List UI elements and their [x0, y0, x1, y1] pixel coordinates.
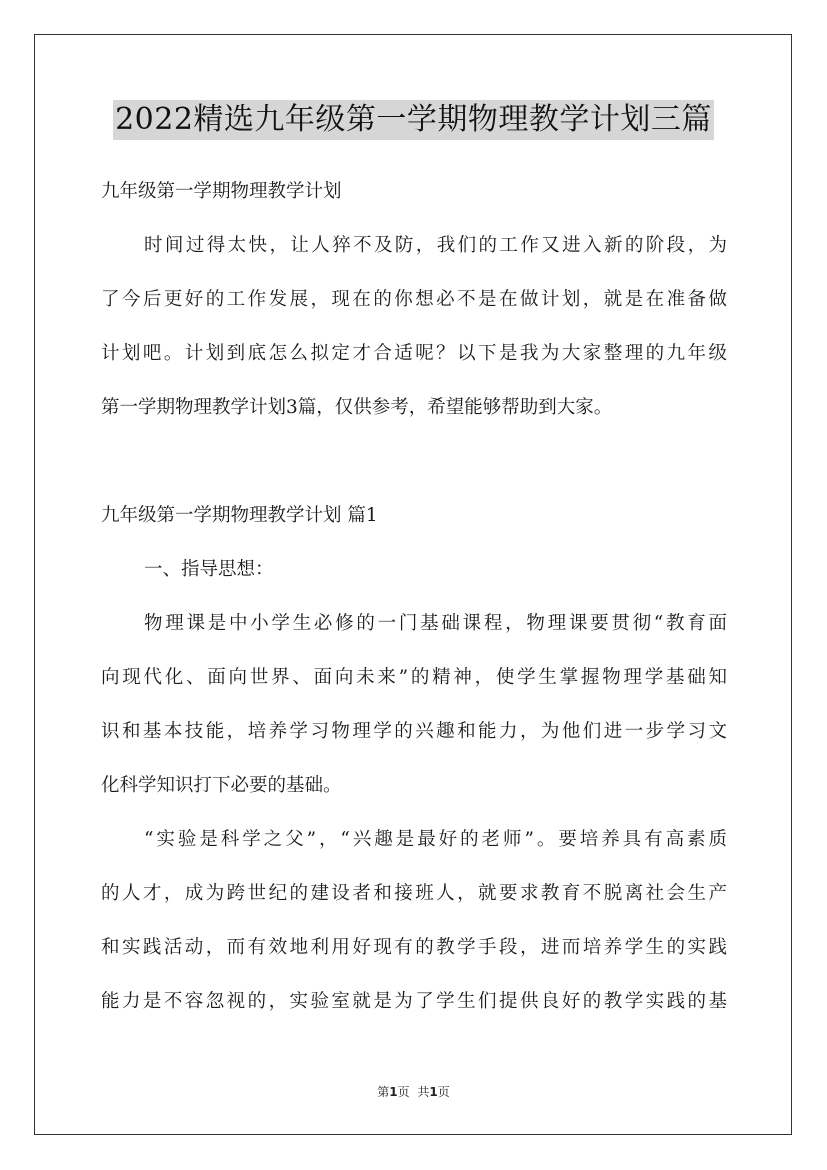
paragraph-line: 化科学知识打下必要的基础。: [101, 775, 342, 796]
paragraph-line: 物理课是中小学生必修的一门基础课程，物理课要贯彻“教育面: [144, 613, 727, 634]
page-number: 1: [389, 1085, 398, 1099]
total-prefix: 共: [417, 1085, 430, 1099]
paragraph-line: 的人才，成为跨世纪的建设者和接班人，就要求教育不脱离社会生产: [101, 883, 727, 904]
intro-line: 计划吧。计划到底怎么拟定才合适呢？以下是我为大家整理的九年级: [101, 343, 727, 364]
paragraph-line: 和实践活动，而有效地利用好现有的教学手段，进而培养学生的实践: [101, 937, 727, 958]
page-suffix: 页: [397, 1085, 410, 1099]
paragraph-line: 识和基本技能，培养学习物理学的兴趣和能力，为他们进一步学习文: [101, 721, 727, 742]
intro-line: 第一学期物理教学计划3篇，仅供参考，希望能够帮助到大家。: [101, 397, 613, 418]
paragraph-line: 向现代化、面向世界、面向未来”的精神，使学生掌握物理学基础知: [101, 667, 727, 688]
document-title: 2022精选九年级第一学期物理教学计划三篇: [113, 100, 714, 140]
subtitle: 九年级第一学期物理教学计划: [101, 181, 342, 202]
intro-line: 了今后更好的工作发展，现在的你想必不是在做计划，就是在准备做: [101, 289, 727, 310]
paragraph-line: “实验是科学之父”，“兴趣是最好的老师”。要培养具有高素质: [144, 829, 727, 850]
page-total: 1: [429, 1085, 438, 1099]
intro-line: 时间过得太快，让人猝不及防，我们的工作又进入新的阶段，为: [144, 235, 727, 256]
section-heading: 九年级第一学期物理教学计划 篇1: [101, 505, 378, 526]
document-body: [101, 170, 727, 1034]
page-footer: [0, 1083, 827, 1100]
title-container: [0, 100, 827, 140]
paragraph-line: 能力是不容忽视的，实验室就是为了学生们提供良好的教学实践的基: [101, 991, 727, 1012]
total-suffix: 页: [437, 1085, 450, 1099]
page-prefix: 第: [377, 1085, 390, 1099]
blank-line: [101, 440, 727, 494]
item-heading: 一、指导思想：: [144, 559, 274, 580]
